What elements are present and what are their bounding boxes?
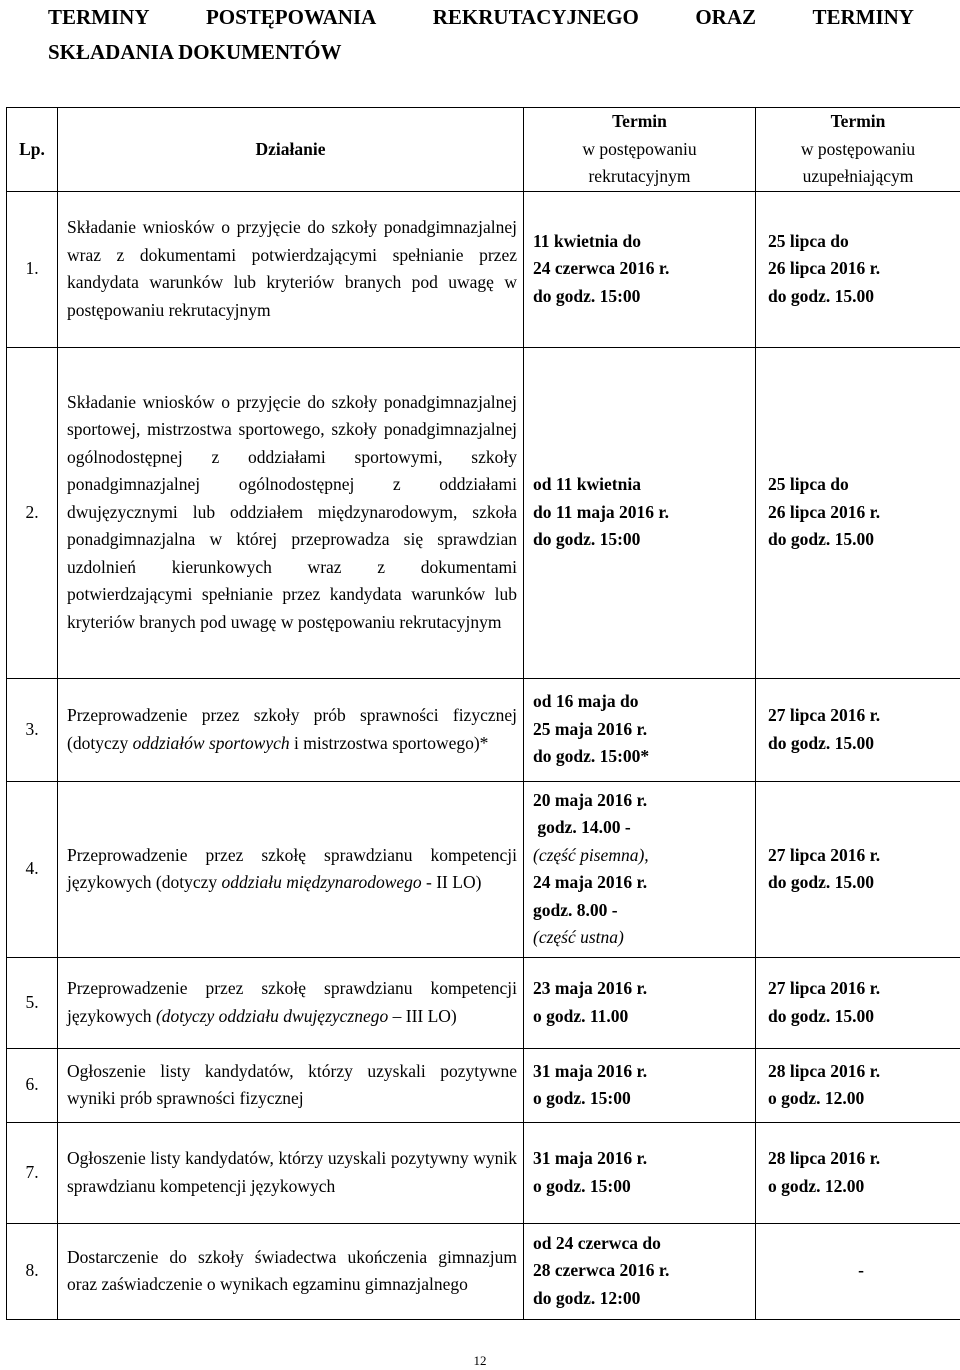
title-word: TERMINY (812, 5, 914, 29)
action-text: Składanie wniosków o przyjęcie do szkoły ponadgimnazjalnej sportowej, mistrzostwa sportowego, szkoły ponadgimnazjalnej ogólnodostępnej z oddziałami sportowymi, szkoły ponadgimnazjalnej ogólnodostępnej z oddziałami dwujęzycznymi lub oddziałem międzynarodowym, szkoła ponadgimnazjalna w której przeprowadza się sprawdzian uzdolnień kierunkowych wraz z dokumentami potwierdzającymi spełnianie przez kandydata warunków lub kryteriów branych pod uwagę w postępowaniu rekrutacyjnym (67, 391, 517, 632)
term-line: o godz. 11.00 (533, 1005, 629, 1026)
action-description (58, 1122, 524, 1223)
supplementary-term (756, 1048, 960, 1122)
term-line: 27 lipca 2016 r. (768, 705, 881, 725)
action-description (58, 191, 524, 347)
term-line: do godz. 15.00 (768, 1005, 874, 1026)
header-lp: Lp. (7, 108, 58, 192)
supplementary-term (756, 347, 960, 678)
header-supplementary-term (756, 108, 960, 192)
term-line: 28 lipca 2016 r. (768, 1148, 881, 1168)
term-line: 25 maja 2016 r. (533, 718, 648, 739)
recruitment-term (524, 1122, 756, 1223)
term-line: od 24 czerwca do (533, 1232, 661, 1253)
term-line: do godz. 15.00 (768, 872, 874, 892)
action-description (58, 781, 524, 957)
term-line: 31 maja 2016 r. (533, 1148, 648, 1168)
action-text: Ogłoszenie listy kandydatów, którzy uzyskali pozytywne wyniki prób sprawności fizycznej (67, 1060, 517, 1108)
header-line: rekrutacyjnym (588, 166, 691, 186)
row-number: 3. (7, 678, 58, 781)
supplementary-term (756, 781, 960, 957)
recruitment-term (524, 781, 756, 957)
action-description (58, 1048, 524, 1122)
term-line: do godz. 12:00 (533, 1287, 641, 1308)
term-line: od 16 maja do (533, 691, 639, 712)
term-line: 27 lipca 2016 r. (768, 978, 881, 998)
term-line: do godz. 15.00 (768, 529, 874, 550)
action-text: Składanie wniosków o przyjęcie do szkoły ponadgimnazjalnej wraz z dokumentami potwierdzającymi spełnianie przez kandydata warunków lub kryteriów branych pod uwagę w postępowaniu rekrutacyjnym (67, 217, 517, 320)
term-line: do godz. 15.00 (768, 285, 874, 306)
term-line: 20 maja 2016 r. (533, 789, 648, 810)
table-row (7, 678, 960, 781)
recruitment-term (524, 678, 756, 781)
term-line: 31 maja 2016 r. (533, 1060, 648, 1081)
term-line: (część ustna) (533, 927, 624, 947)
action-description (58, 347, 524, 678)
table-header-row (7, 108, 960, 192)
header-action: Działanie (58, 108, 524, 192)
title-word: ORAZ (695, 5, 756, 29)
table-row (7, 191, 960, 347)
table-row (7, 781, 960, 957)
recruitment-term (524, 1048, 756, 1122)
header-line: Termin (830, 111, 886, 131)
title-line-1 (48, 0, 914, 35)
title-word: TERMINY (48, 5, 150, 29)
term-line: od 11 kwietnia (533, 474, 641, 495)
term-line: o godz. 15:00 (533, 1088, 631, 1108)
recruitment-term (524, 957, 756, 1048)
action-text: (dotyczy oddziału dwujęzycznego (155, 1005, 389, 1026)
term-line: 27 lipca 2016 r. (768, 844, 881, 865)
action-text: Przeprowadzenie przez szkołę sprawdzianu kompetencji językowych (67, 978, 517, 1026)
row-number: 7. (7, 1122, 58, 1223)
term-line: (część pisemna), (533, 844, 649, 865)
term-line: godz. 8.00 - (533, 899, 618, 920)
row-number: 5. (7, 957, 58, 1048)
table-row (7, 1223, 960, 1319)
term-line: 26 lipca 2016 r. (768, 501, 881, 522)
supplementary-term (756, 1223, 960, 1319)
recruitment-term (524, 1223, 756, 1319)
action-text: – III LO) (388, 1005, 457, 1026)
action-description (58, 678, 524, 781)
action-text: Ogłoszenie listy kandydatów, którzy uzyskali pozytywny wynik sprawdzianu kompetencji językowych (67, 1148, 517, 1196)
term-line: do godz. 15:00 (533, 529, 641, 550)
term-line: 25 lipca do (768, 230, 849, 251)
row-number: 6. (7, 1048, 58, 1122)
action-description (58, 957, 524, 1048)
action-text: Dostarczenie do szkoły świadectwa ukończenia gimnazjum oraz zaświadczenie o wynikach egzaminu gimnazjalnego (67, 1246, 517, 1294)
supplementary-term (756, 957, 960, 1048)
term-line: - (858, 1260, 864, 1281)
title-line-2: SKŁADANIA DOKUMENTÓW (48, 40, 342, 64)
supplementary-term (756, 191, 960, 347)
action-text: - II LO) (421, 872, 482, 892)
term-line: 24 czerwca 2016 r. (533, 258, 670, 279)
row-number: 1. (7, 191, 58, 347)
term-line: do godz. 15:00 (533, 285, 641, 306)
term-line: o godz. 12.00 (768, 1175, 865, 1196)
term-line: do godz. 15:00* (533, 746, 650, 767)
term-line: do 11 maja 2016 r. (533, 501, 669, 522)
document-title (48, 0, 914, 70)
term-line: o godz. 15:00 (533, 1175, 631, 1196)
term-line: 28 lipca 2016 r. (768, 1060, 881, 1081)
page-number: 12 (473, 1353, 487, 1368)
header-line: w postępowaniu (800, 138, 916, 159)
row-number: 2. (7, 347, 58, 678)
table-row (7, 347, 960, 678)
row-number: 8. (7, 1223, 58, 1319)
action-description (58, 1223, 524, 1319)
header-line: w postępowaniu (582, 138, 697, 159)
table-row (7, 1048, 960, 1122)
action-text: i mistrzostwa sportowego)* (289, 732, 489, 753)
recruitment-term (524, 191, 756, 347)
action-text: oddziałów sportowych (132, 732, 290, 753)
header-recruitment-term (524, 108, 756, 192)
table-row (7, 1122, 960, 1223)
header-line: Termin (612, 111, 667, 131)
row-number: 4. (7, 781, 58, 957)
action-text: Przeprowadzenie przez szkoły prób sprawności fizycznej (dotyczy (67, 705, 517, 753)
action-text: oddziału międzynarodowego (221, 872, 422, 892)
supplementary-term (756, 678, 960, 781)
term-line: 24 maja 2016 r. (533, 872, 648, 892)
term-line: 25 lipca do (768, 474, 849, 495)
table-row (7, 957, 960, 1048)
term-line: 23 maja 2016 r. (533, 978, 648, 998)
term-line: o godz. 12.00 (768, 1088, 865, 1108)
header-line: uzupełniającym (802, 166, 914, 186)
term-line: 28 czerwca 2016 r. (533, 1260, 670, 1281)
supplementary-term (756, 1122, 960, 1223)
title-word: REKRUTACYJNEGO (432, 5, 639, 29)
schedule-table (6, 107, 960, 1320)
term-line: 26 lipca 2016 r. (768, 258, 881, 279)
term-line: 11 kwietnia do (533, 230, 641, 251)
action-text: Przeprowadzenie przez szkołę sprawdzianu kompetencji językowych (dotyczy (67, 844, 517, 892)
term-line: godz. 14.00 - (533, 817, 631, 837)
title-word: POSTĘPOWANIA (205, 5, 377, 29)
term-line: do godz. 15.00 (768, 732, 874, 753)
recruitment-term (524, 347, 756, 678)
